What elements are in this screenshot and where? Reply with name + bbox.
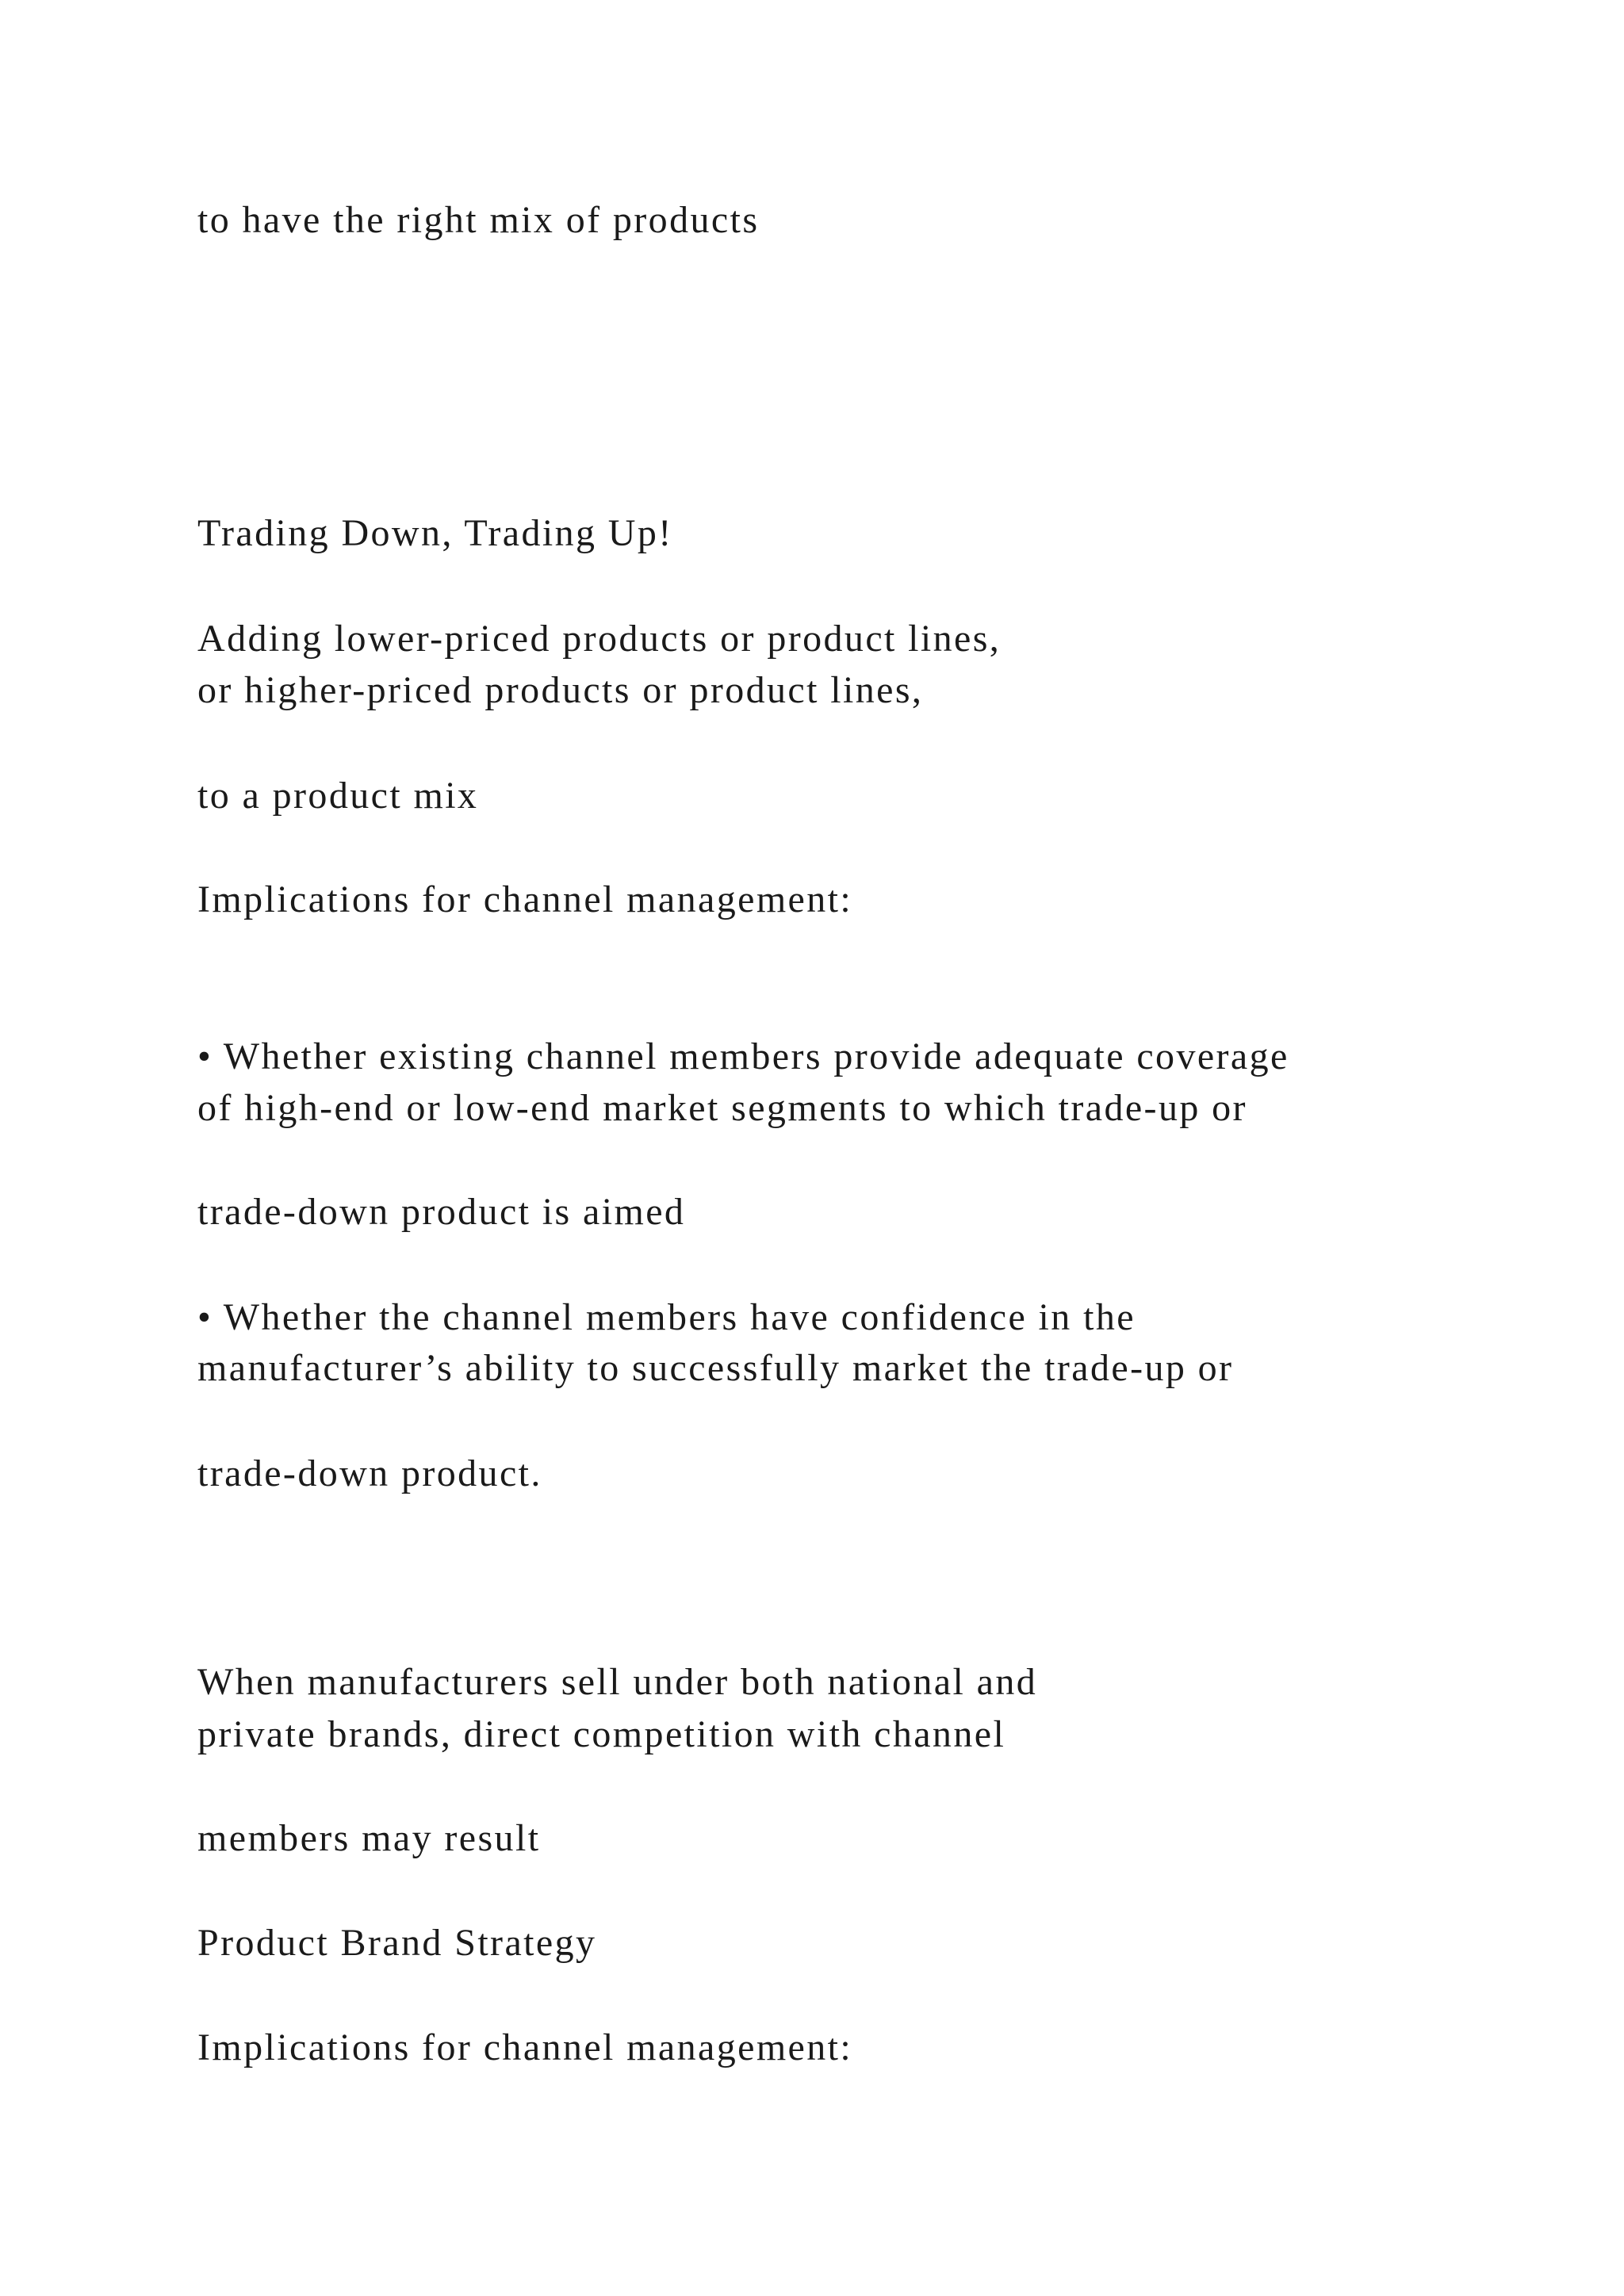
text-line: of high-end or low-end market segments to which trade-up or (197, 1087, 1247, 1129)
text-line: to have the right mix of products (197, 199, 760, 241)
text-line: When manufacturers sell under both national and (197, 1661, 1038, 1703)
text-line: private brands, direct competition with channel (197, 1713, 1006, 1755)
text-line: trade-down product is aimed (197, 1191, 686, 1233)
bullet-item: • Whether existing channel members provide adequate coverage (197, 1035, 1289, 1077)
text-line: manufacturer’s ability to successfully market the trade-up or (197, 1347, 1234, 1389)
section-heading: Trading Down, Trading Up! (197, 512, 673, 554)
text-line: to a product mix (197, 775, 479, 817)
text-line: or higher-priced products or product lines, (197, 669, 924, 711)
bullet-item: • Whether the channel members have confidence in the (197, 1296, 1136, 1338)
text-line: Implications for channel management: (197, 2026, 853, 2068)
text-line: members may result (197, 1817, 541, 1859)
section-heading: Product Brand Strategy (197, 1922, 597, 1964)
text-line: Adding lower-priced products or product lines, (197, 618, 1002, 660)
text-line: trade-down product. (197, 1452, 542, 1494)
text-line: Implications for channel management: (197, 878, 853, 920)
